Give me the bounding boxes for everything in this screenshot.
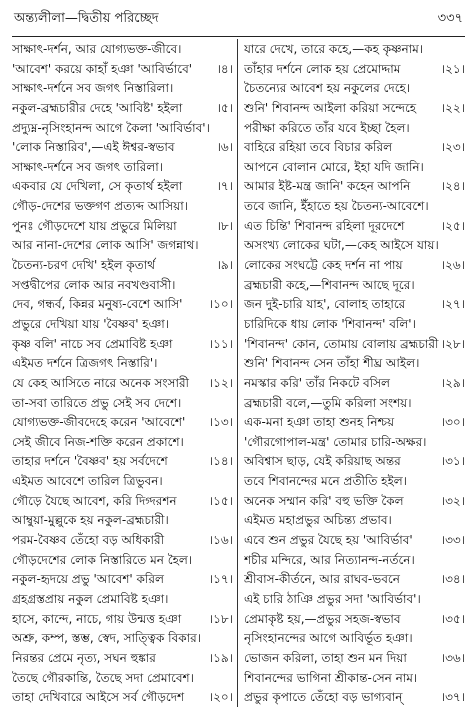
verse-line: [244, 157, 465, 177]
verse-line: [244, 393, 465, 413]
verse-line: [12, 412, 233, 432]
verse-number: [231, 550, 233, 570]
verse-number: ।১৭।: [208, 572, 233, 587]
verse-text: এই চারি ঠাঞি প্রভুর সদা 'আবির্ভাব'।: [244, 591, 421, 606]
verse-line: [12, 314, 233, 334]
verse-line: [12, 176, 233, 196]
verse-line: [244, 373, 465, 393]
verse-line: [244, 294, 465, 314]
verse-line: [244, 216, 465, 236]
verse-line: [244, 314, 465, 334]
verse-line: [12, 451, 233, 471]
verse-number: ।৪।: [216, 61, 233, 76]
verse-number: ।৩৬।: [440, 650, 465, 665]
verse-line: [244, 491, 465, 511]
verse-line: [12, 432, 233, 452]
verse-line: [244, 412, 465, 432]
verse-line: [12, 648, 233, 668]
verse-text: জন দুই-চারি যাহ', বোলাহ তাহারে: [244, 297, 406, 312]
verse-number: ।২৭।: [440, 297, 465, 312]
verse-number: ।৩৩।: [440, 533, 465, 548]
verse-number: [463, 353, 465, 373]
verse-number: ।১২।: [208, 375, 233, 390]
verse-number: ।৩০।: [440, 415, 465, 430]
verse-text: যোগ্যভক্ত-জীবদেহে করেন 'আবেশে': [12, 415, 186, 430]
verse-text: যারে দেখে, তারে কহে,—কহ কৃষ্ণনাম।: [244, 42, 424, 56]
verse-text: তৈছে গৌরকান্তি, তৈছে সদা প্রেমাবেশ।: [12, 670, 194, 685]
verse-text: 'আবেশ' করয়ে কাহাঁ হঞা 'আবির্ভাবে': [12, 61, 193, 76]
verse-line: [244, 196, 465, 216]
verse-text: কৃষ্ণ বলি' নাচে সব প্রেমাবিষ্ট হঞা: [12, 336, 173, 351]
verse-line: [12, 353, 233, 373]
left-column: [12, 39, 237, 707]
verse-text: গ্রহগ্রস্তপ্রায় নকুল প্রেমাবিষ্ট হঞা।: [12, 591, 169, 606]
page-number: ৩৩৭: [437, 10, 463, 26]
verse-number: ।১৯।: [208, 650, 233, 665]
verse-line: [12, 373, 233, 393]
verse-text: গৌড়দেশের লোক নিস্তারিতে মন হৈল।: [12, 552, 193, 567]
verse-number: [463, 628, 465, 648]
verse-number: ।২৮।: [440, 336, 465, 351]
verse-number: [463, 118, 465, 138]
verse-text: এক-মনা হঞা তাহা শুনহ নিশ্চয়: [244, 415, 395, 430]
verse-text: লোকের সংঘট্টে কেহ দর্শন না পায়: [244, 258, 403, 273]
verse-number: [463, 510, 465, 530]
verse-line: [244, 78, 465, 98]
verse-text: তবে শিবানন্দের মনে প্রতীতি হইল।: [244, 474, 407, 489]
verse-line: [12, 196, 233, 216]
verse-number: [231, 78, 233, 98]
verse-line: [244, 39, 465, 59]
verse-number: ।৩৪।: [440, 572, 465, 587]
verse-line: [12, 216, 233, 236]
verse-line: [12, 668, 233, 688]
verse-number: [231, 393, 233, 413]
verse-text: চারিদিকে ধায় লোক 'শিবানন্দ' বলি'।: [244, 316, 416, 331]
verse-text: তাঁহার দর্শনে লোক হয় প্রেমোদ্দাম: [244, 61, 401, 76]
verse-number: [231, 628, 233, 648]
verse-number: ।২২।: [440, 100, 465, 115]
verse-text: প্রভুর কৃপাতে তেঁহো বড় ভাগ্যবান্: [244, 690, 403, 705]
verse-number: [231, 471, 233, 491]
header-rule: [12, 36, 465, 37]
verse-line: [244, 137, 465, 157]
verse-number: [463, 432, 465, 452]
verse-number: ।১৩।: [208, 415, 233, 430]
verse-line: [244, 451, 465, 471]
verse-text: শুনি' শিবানন্দ আইলা করিয়া সন্দেহে: [244, 100, 417, 115]
verse-text: গৌড়ে যৈছে আবেশ, করি দিগ্দরশন: [12, 493, 177, 508]
verse-number: [463, 393, 465, 413]
verse-line: [244, 275, 465, 295]
verse-text: সাক্ষাৎ-দর্শন, আর যোগ্যভক্ত-জীবে।: [12, 42, 182, 56]
verse-text: শুনি' শিবানন্দ সেন তাঁহা শীঘ্র আইল।: [244, 356, 420, 371]
verse-line: [12, 530, 233, 550]
verse-text: 'গৌরগোপাল-মন্ত্র' তোমার চারি-অক্ষর।: [244, 434, 427, 449]
verse-text: প্রেমাকৃষ্ট হয়,—প্রভুর সহজ-স্বভাব: [244, 611, 401, 626]
verse-line: [244, 589, 465, 609]
verse-line: [244, 353, 465, 373]
verse-text: নিরন্তর প্রেমে নৃত্য, সঘন হুঙ্কার: [12, 650, 156, 665]
verse-line: [244, 668, 465, 688]
verse-line: [244, 687, 465, 707]
verse-line: [12, 137, 233, 157]
verse-text: যে কেহ আসিতে নারে অনেক সংসারী: [12, 375, 189, 390]
verse-line: [244, 334, 465, 354]
verse-line: [244, 530, 465, 550]
verse-text: শিবানন্দের ভাগিনা শ্রীকান্ত-সেন নাম।: [244, 670, 418, 685]
verse-text: সাক্ষাৎ-দর্শনে সব জগৎ নিস্তারিলা।: [12, 81, 174, 96]
verse-number: [463, 157, 465, 177]
verse-text: গৌড়-দেশের ভক্তগণ প্রত্যব্দ আসিয়া।: [12, 199, 188, 214]
verse-number: [231, 235, 233, 255]
verse-number: [463, 550, 465, 570]
verse-text: আম্বুয়া-মুল্লুকে হয় নকুল-ব্রহ্মচারী।: [12, 513, 169, 528]
verse-number: ।৩৫।: [440, 611, 465, 626]
verse-text: পরম-বৈষ্ণব তেঁহো বড় অধিকারী: [12, 533, 165, 548]
verse-text: ব্রহ্মচারী বলে,—তুমি করিলা সংশয়।: [244, 395, 412, 410]
verse-number: [463, 39, 465, 59]
verse-number: ।৯।: [216, 258, 233, 273]
right-column: [237, 39, 465, 707]
verse-text: তাহার দর্শনে 'বৈষ্ণব' হয় সর্বদেশে: [12, 454, 168, 469]
verse-number: ।১০।: [208, 297, 233, 312]
verse-number: [231, 157, 233, 177]
verse-text: আর নানা-দেশের লোক আসি' জগন্নাথ।: [12, 238, 199, 253]
verse-number: [463, 589, 465, 609]
verse-number: ।৬।: [216, 140, 233, 155]
verse-line: [244, 98, 465, 118]
verse-number: [463, 78, 465, 98]
verse-line: [12, 393, 233, 413]
verse-number: ।২৬।: [440, 258, 465, 273]
verse-number: [231, 668, 233, 688]
verse-number: ।৭।: [216, 179, 233, 194]
verse-text: শ্রীবাস-কীর্তনে, আর রাঘব-ভবনে: [244, 572, 400, 587]
verse-text: দেব, গন্ধর্ব, কিন্নর মনুষ্য-বেশে আসি': [12, 297, 183, 312]
verse-text: অনেক সম্মান করি' বহু ভক্তি কৈল: [244, 493, 404, 508]
verse-number: [463, 235, 465, 255]
verse-text: অশ্রু, কম্প, স্তম্ভ, স্বেদ, সাত্ত্বিক বিকার।: [12, 631, 202, 646]
verse-number: [231, 432, 233, 452]
verse-line: [12, 255, 233, 275]
verse-line: [12, 59, 233, 79]
verse-text: নমস্কার করি' তাঁর নিকটে বসিল: [244, 375, 390, 390]
verse-number: [231, 275, 233, 295]
verse-line: [12, 39, 233, 59]
verse-number: ।১৪।: [208, 454, 233, 469]
verse-number: [231, 589, 233, 609]
verse-line: [244, 510, 465, 530]
verse-text: তবে জানি, ইঁহাতে হয় চৈতন্য-আবেশে।: [244, 199, 429, 214]
verse-text: 'লোক নিস্তারিব',—এই ঈশ্বর-স্বভাব: [12, 140, 175, 155]
verse-text: একবার যে দেখিলা, সে কৃতার্থ হইলা: [12, 179, 183, 194]
verse-text: অবিশ্বাস ছাড়, যেই করিয়াছ অন্তর: [244, 454, 401, 469]
verse-line: [244, 628, 465, 648]
verse-number: [231, 39, 233, 59]
verse-line: [12, 609, 233, 629]
verse-line: [12, 569, 233, 589]
verse-text: বাহিরে রহিয়া তবে বিচার করিল: [244, 140, 393, 155]
verse-number: [463, 196, 465, 216]
verse-number: [463, 275, 465, 295]
verse-text: ভোজন করিলা, তাহা শুন মন দিয়া: [244, 650, 407, 665]
verse-text: এইমত আবেশে তারিল ত্রিভুবন।: [12, 474, 163, 489]
verse-number: ।১৬।: [208, 533, 233, 548]
verse-line: [244, 550, 465, 570]
verse-line: [12, 589, 233, 609]
verse-number: [463, 471, 465, 491]
verse-number: [231, 314, 233, 334]
verse-number: [463, 668, 465, 688]
verse-number: [463, 314, 465, 334]
verse-line: [12, 118, 233, 138]
verse-line: [12, 491, 233, 511]
verse-number: ।১১।: [208, 336, 233, 351]
verse-text: আমার ইষ্ট-মন্ত্র জানি' কহেন আপনি: [244, 179, 411, 194]
verse-text: পরীক্ষা করিতে তাঁর যবে ইচ্ছা হৈল।: [244, 120, 410, 135]
verse-text: এত চিন্তি' শিবানন্দ রহিলা দূরদেশে: [244, 218, 405, 233]
verse-number: ।২১।: [440, 61, 465, 76]
verse-line: [244, 59, 465, 79]
verse-number: [231, 510, 233, 530]
verse-number: [231, 353, 233, 373]
verse-number: ।৩২।: [440, 493, 465, 508]
verse-line: [12, 275, 233, 295]
verse-line: [12, 510, 233, 530]
running-title: অন্ত্যলীলা—দ্বিতীয় পরিচ্ছেদ: [14, 10, 159, 26]
verse-line: [12, 334, 233, 354]
verse-number: ।৩১।: [440, 454, 465, 469]
verse-line: [244, 255, 465, 275]
verse-text: প্রভুরে দেখিয়া যায় 'বৈষ্ণব' হঞা।: [12, 316, 170, 331]
verse-number: ।২০।: [208, 690, 233, 705]
verse-text: প্রদ্যুম্ন-নৃসিংহানন্দ আগে কৈলা 'আবির্ভাব'।: [12, 120, 210, 135]
verse-text: ব্রহ্মচারী কহে,—শিবানন্দ আছে দূরে।: [244, 277, 415, 292]
verse-line: [12, 98, 233, 118]
verse-number: ।২৩।: [440, 140, 465, 155]
verse-number: ।৩৭।: [440, 690, 465, 705]
verse-text: এবে শুন প্রভুর যৈছে হয় 'আবির্ভাব': [244, 533, 413, 548]
verse-text: শচীর মন্দিরে, আর নিত্যানন্দ-নর্তনে।: [244, 552, 415, 567]
verse-text: অসংখ্য লোকের ঘটা,—কেহ আইসে যায়।: [244, 238, 439, 253]
verse-text: নকুল-ব্রহ্মচারীর দেহে 'আবিষ্ট' হইলা: [12, 100, 183, 115]
verse-number: [231, 196, 233, 216]
verse-text: তা-সবা তারিতে প্রভু সেই সব দেশে।: [12, 395, 182, 410]
verse-line: [12, 471, 233, 491]
verse-line: [244, 432, 465, 452]
verse-line: [12, 550, 233, 570]
verse-text: নৃসিংহানন্দের আগে আবির্ভূত হঞা।: [244, 631, 413, 646]
verse-line: [12, 78, 233, 98]
verse-line: [244, 118, 465, 138]
text-columns: [12, 39, 465, 707]
verse-line: [244, 471, 465, 491]
verse-text: সপ্তদ্বীপের লোক আর নবখণ্ডবাসী।: [12, 277, 176, 292]
verse-text: পুনঃ গৌড়দেশে যায় প্রভুরে মিলিয়া: [12, 218, 177, 233]
verse-line: [244, 569, 465, 589]
verse-number: ।২৯।: [440, 375, 465, 390]
verse-number: ।৫।: [216, 100, 233, 115]
verse-line: [244, 176, 465, 196]
verse-text: নকুল-হৃদয়ে প্রভু 'আবেশ' করিল: [12, 572, 164, 587]
verse-line: [12, 294, 233, 314]
verse-number: ।১৮।: [208, 611, 233, 626]
verse-line: [12, 235, 233, 255]
verse-line: [12, 157, 233, 177]
verse-number: ।১৫।: [208, 493, 233, 508]
verse-line: [12, 628, 233, 648]
verse-line: [244, 609, 465, 629]
verse-text: সাক্ষাৎ-দর্শনে সব জগৎ তারিলা।: [12, 159, 164, 174]
verse-number: ।২৫।: [440, 218, 465, 233]
page-header: [14, 4, 463, 34]
verse-text: এইমত মহাপ্রভুর অচিন্ত্য প্রভাব।: [244, 513, 392, 528]
verse-text: এইমত দর্শনে ত্রিজগৎ নিস্তারি'।: [12, 356, 158, 371]
verse-text: আপনে বোলান মোরে, ইহা যদি জানি।: [244, 159, 424, 174]
verse-text: হাসে, কান্দে, নাচে, গায় উন্মত্ত হঞা: [12, 611, 182, 626]
verse-line: [244, 648, 465, 668]
verse-text: 'শিবানন্দ' কোন, তোমায় বোলায় ব্রহ্মচারী: [244, 336, 439, 351]
verse-text: চৈতন্য-চরণ দেখি' হইল কৃতার্থ: [12, 258, 156, 273]
verse-number: ।২৪।: [440, 179, 465, 194]
verse-line: [244, 235, 465, 255]
verse-text: তাহা দেখিবারে আইসে সর্ব গৌড়দেশ: [12, 690, 185, 705]
verse-text: সেই জীবে নিজ-শক্তি করেন প্রকাশে।: [12, 434, 184, 449]
verse-line: [12, 687, 233, 707]
verse-text: চৈতন্যের আবেশ হয় নকুলের দেহে।: [244, 81, 411, 96]
verse-number: ।৮।: [216, 218, 233, 233]
verse-number: [231, 118, 233, 138]
